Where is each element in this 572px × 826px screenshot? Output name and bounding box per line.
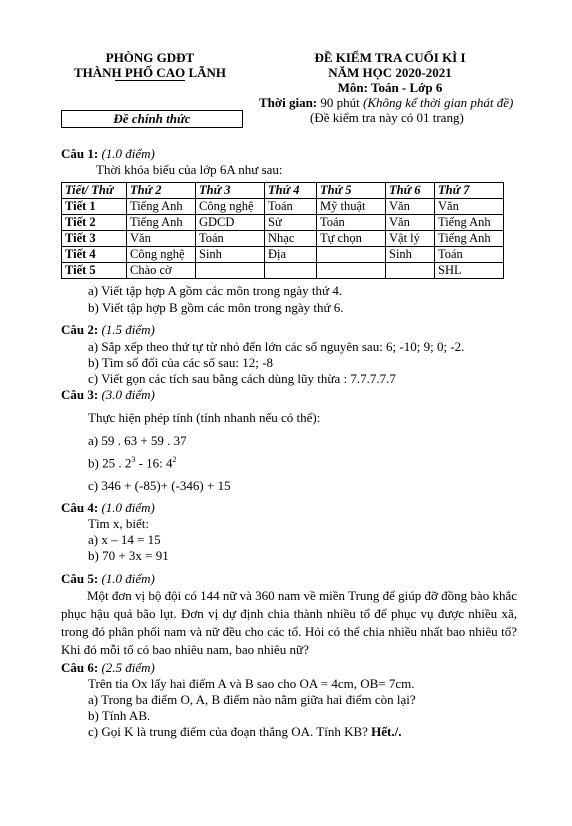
q6-part-a: a) Trong ba điểm O, A, B điểm nào nằm giữa hai điểm còn lại? — [88, 692, 416, 707]
q4-part-b: b) 70 + 3x = 91 — [88, 548, 169, 563]
q2-title: Câu 2: — [61, 322, 99, 337]
time-value: 90 phút — [317, 95, 364, 110]
q2-part-b: b) Tìm số đối của các số sau: 12; -8 — [88, 355, 273, 370]
q4-heading — [61, 500, 155, 516]
q3-title: Câu 3: — [61, 387, 99, 402]
table-header-cell: Thứ 6 — [386, 183, 435, 199]
school-year: NĂM HỌC 2020-2021 — [328, 65, 452, 80]
q5-heading — [61, 571, 155, 587]
table-cell: Văn — [386, 199, 435, 215]
table-cell: Văn — [386, 215, 435, 231]
q3-b-exp2: 2 — [172, 455, 177, 464]
q2-points: (1.5 điểm) — [98, 322, 155, 337]
q3-part-b — [88, 455, 177, 471]
q2-part-c: c) Viết gọn các tích sau bằng cách dùng lũy thừa : 7.7.7.7.7 — [88, 371, 396, 386]
table-cell: Chào cờ — [127, 263, 196, 279]
table-cell: Toán — [196, 231, 265, 247]
timetable — [61, 182, 504, 279]
table-row — [62, 215, 504, 231]
table-header-cell: Thứ 3 — [196, 183, 265, 199]
q6-title: Câu 6: — [61, 660, 99, 675]
q3-points: (3.0 điểm) — [98, 387, 155, 402]
table-cell — [386, 263, 435, 279]
table-header-cell: Thứ 7 — [435, 183, 504, 199]
city-name: THÀNH PHỐ CAO LÃNH — [73, 65, 227, 80]
table-cell: Nhạc — [265, 231, 317, 247]
table-cell: Văn — [127, 231, 196, 247]
table-cell — [317, 263, 386, 279]
q1-title: Câu 1: — [61, 146, 99, 161]
table-row — [62, 231, 504, 247]
q6-part-c-text: c) Gọi K là trung điểm của đoạn thẳng OA. Tính KB? — [88, 724, 372, 739]
table-cell: Tiết 4 — [62, 247, 127, 263]
table-cell: Toán — [435, 247, 504, 263]
table-cell: Văn — [435, 199, 504, 215]
table-cell: Tiếng Anh — [127, 215, 196, 231]
table-cell: Sinh — [386, 247, 435, 263]
q1-heading — [61, 146, 155, 162]
table-cell: Tiết 3 — [62, 231, 127, 247]
end-marker: Hết./. — [371, 724, 402, 739]
table-header-cell: Tiết/ Thứ — [62, 183, 127, 199]
table-header-cell: Thứ 2 — [127, 183, 196, 199]
table-cell: Tiếng Anh — [435, 215, 504, 231]
table-cell: Công nghệ — [127, 247, 196, 263]
q5-title: Câu 5: — [61, 571, 99, 586]
table-cell: Sử — [265, 215, 317, 231]
table-row — [62, 199, 504, 215]
q5-text: Một đơn vị bộ đội có 144 nữ và 360 nam về miền Trung để giúp đỡ đồng bào khắc phục hậu quả bão lụt. Đơn vị dự định chia thành nhiều tổ để phục vụ được nhiều xã, trong đó phân phối nam và nữ đều cho các tổ. Hỏi có thể chia nhiều nhất bao nhiêu tổ? Khi đó mỗi tổ có bao nhiêu nam, bao nhiêu nữ? — [61, 588, 517, 657]
q6-intro: Trên tia Ox lấy hai điểm A và B sao cho OA = 4cm, OB= 7cm. — [88, 676, 415, 691]
q1-part-b: b) Viết tập hợp B gồm các môn trong ngày thứ 6. — [88, 300, 344, 315]
time-line — [259, 95, 513, 111]
table-cell: Sinh — [196, 247, 265, 263]
table-cell: Toán — [265, 199, 317, 215]
q4-points: (1.0 điểm) — [98, 500, 155, 515]
pages-note: (Đề kiểm tra này có 01 trang) — [310, 110, 464, 125]
timetable-header-row — [62, 183, 504, 199]
q6-part-b: b) Tính AB. — [88, 708, 151, 723]
table-cell: Toán — [317, 215, 386, 231]
table-cell: Mỹ thuật — [317, 199, 386, 215]
table-cell: SHL — [435, 263, 504, 279]
table-cell: Tiết 2 — [62, 215, 127, 231]
table-row — [62, 247, 504, 263]
q3-b-mid: - 16: 4 — [135, 455, 173, 471]
q2-part-a: a) Sắp xếp theo thứ tự từ nhỏ đến lớn các số nguyên sau: 6; -10; 9; 0; -2. — [88, 339, 465, 354]
table-cell: GDCD — [196, 215, 265, 231]
q5-points: (1.0 điểm) — [98, 571, 155, 586]
q6-points: (2.5 điểm) — [98, 660, 155, 675]
official-exam-box: Đề chính thức — [61, 110, 243, 128]
table-cell — [317, 247, 386, 263]
table-cell: Tiếng Anh — [127, 199, 196, 215]
time-note: (Không kể thời gian phát đề) — [363, 95, 514, 110]
q4-part-a: a) x – 14 = 15 — [88, 532, 161, 547]
table-cell: Tiết 1 — [62, 199, 127, 215]
subject-line: Môn: Toán - Lớp 6 — [337, 80, 443, 95]
q3-b-exp1: 3 — [131, 455, 136, 464]
q4-title: Câu 4: — [61, 500, 99, 515]
q4-intro: Tìm x, biết: — [88, 516, 150, 531]
table-cell: Địa — [265, 247, 317, 263]
table-header-cell: Thứ 4 — [265, 183, 317, 199]
q3-intro: Thực hiện phép tính (tính nhanh nếu có thể): — [88, 410, 321, 425]
table-cell: Vật lý — [386, 231, 435, 247]
q3-heading — [61, 387, 155, 403]
q2-heading — [61, 322, 155, 338]
q3-part-c: c) 346 + (-85)+ (-346) + 15 — [88, 478, 231, 493]
table-cell: Công nghệ — [196, 199, 265, 215]
q3-part-a: a) 59 . 63 + 59 . 37 — [88, 433, 187, 448]
q1-points: (1.0 điểm) — [98, 146, 155, 161]
table-cell: Tiết 5 — [62, 263, 127, 279]
q3-b-base: b) 25 . 2 — [88, 455, 132, 471]
table-cell: Tự chọn — [317, 231, 386, 247]
table-cell — [196, 263, 265, 279]
q1-part-a: a) Viết tập hợp A gồm các môn trong ngày thứ 4. — [88, 283, 343, 298]
q1-intro: Thời khóa biểu của lớp 6A như sau: — [96, 162, 283, 177]
time-label: Thời gian: — [259, 95, 318, 110]
table-cell: Tiếng Anh — [435, 231, 504, 247]
q6-part-c — [88, 724, 402, 740]
table-cell — [265, 263, 317, 279]
table-row — [62, 263, 504, 279]
q6-heading — [61, 660, 155, 676]
table-header-cell: Thứ 5 — [317, 183, 386, 199]
exam-title: ĐỀ KIỂM TRA CUỐI KÌ I — [314, 50, 466, 65]
header-divider — [115, 80, 185, 81]
department-name: PHÒNG GDĐT — [105, 50, 195, 65]
